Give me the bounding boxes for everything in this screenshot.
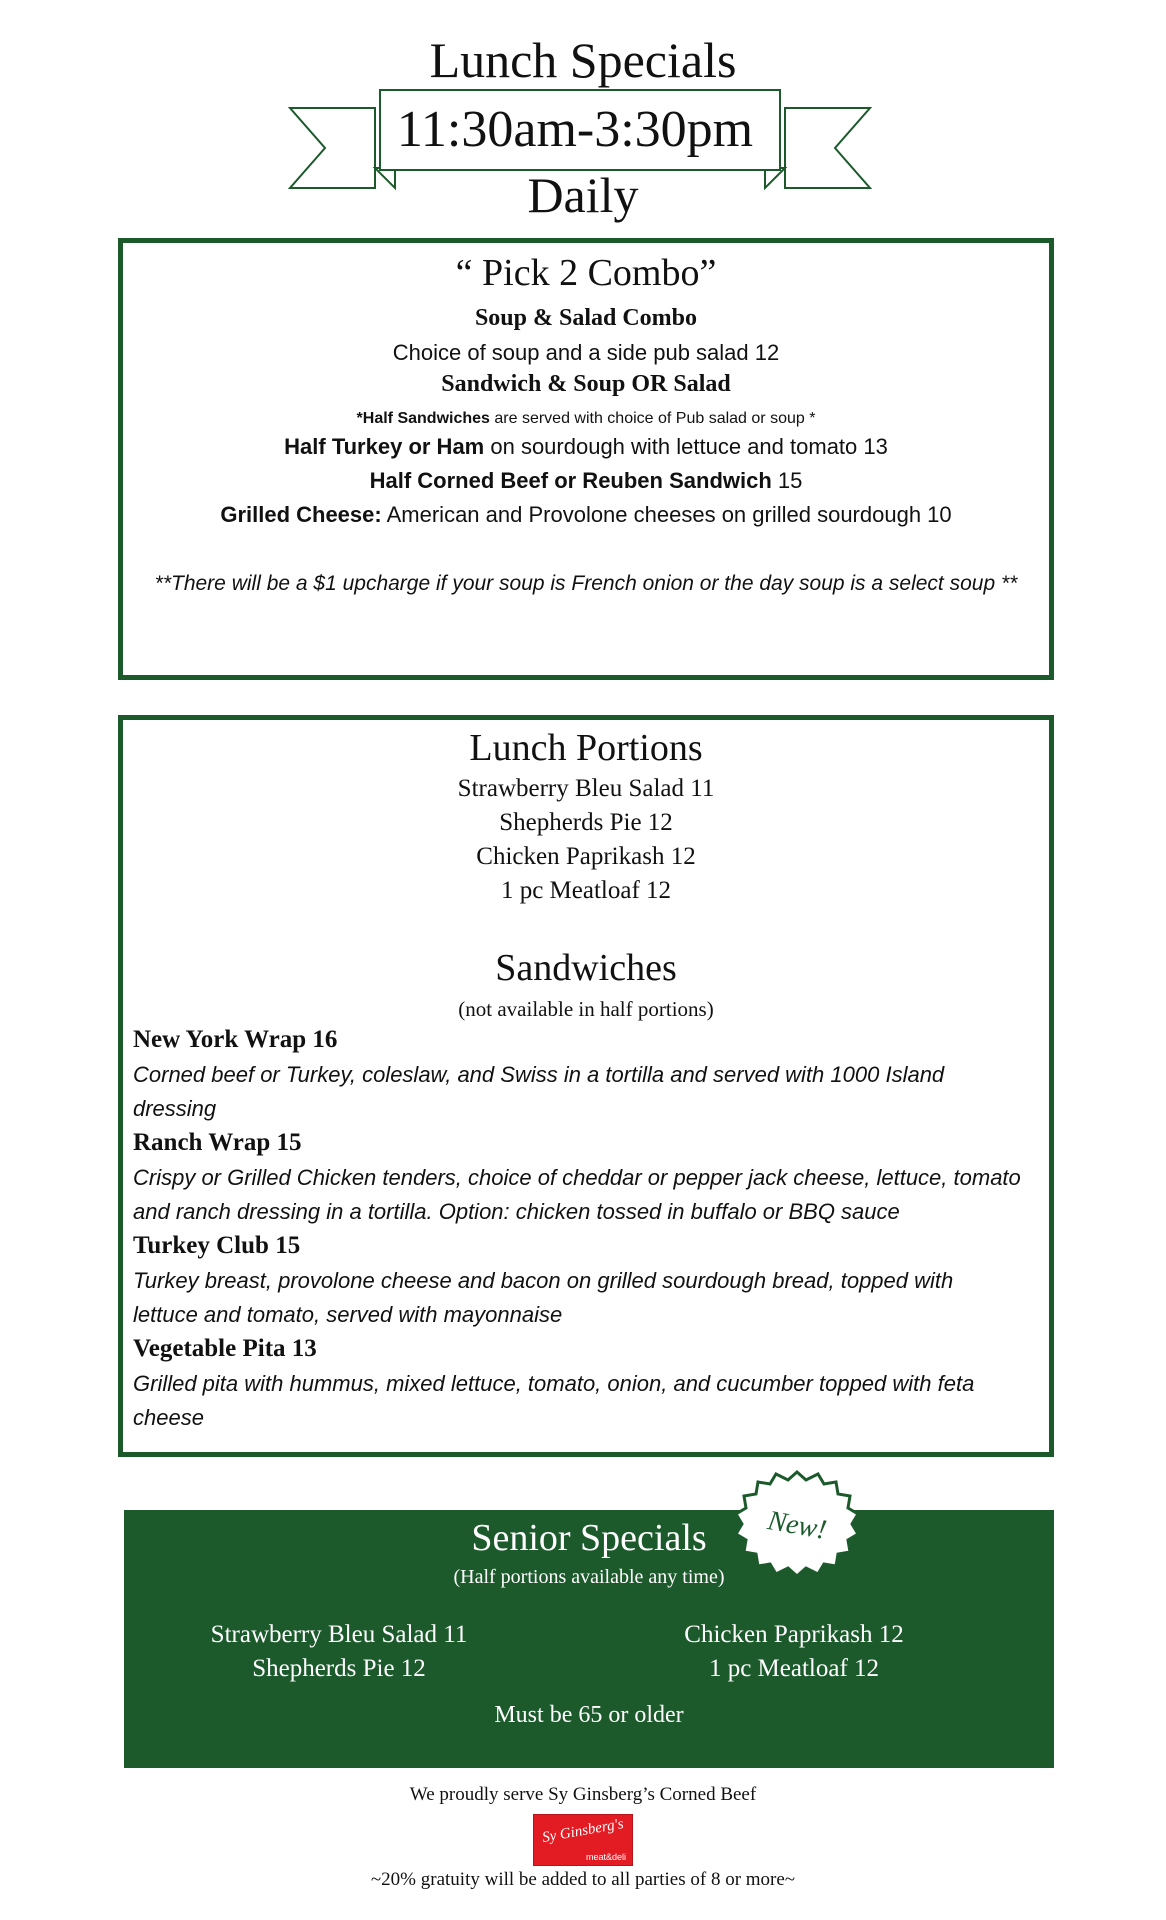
daily-label: Daily	[527, 167, 639, 223]
half-sandwich-note: *Half Sandwiches are served with choice of Pub salad or soup *	[356, 410, 816, 427]
corned-beef-note: We proudly serve Sy Ginsberg’s Corned Beef	[409, 1784, 757, 1805]
sandwich-desc: Grilled pita with hummus, mixed lettuce, tomato, onion, and cucumber topped with feta cheese	[133, 1371, 975, 1430]
combo-item-corned-beef: Half Corned Beef or Reuben Sandwich 15	[369, 468, 803, 493]
age-note: Must be 65 or older	[494, 1702, 684, 1728]
portion-item: Shepherds Pie 12	[499, 809, 673, 836]
senior-left-column	[139, 1618, 539, 1686]
senior-item: Chicken Paprikash 12	[684, 1621, 904, 1648]
pick-2-combo-section	[118, 238, 1054, 680]
sandwiches-subheading: (not available in half portions)	[458, 997, 714, 1021]
sy-ginsberg-logo	[533, 1814, 633, 1866]
senior-item: 1 pc Meatloaf 12	[708, 1655, 880, 1682]
combo-heading: “ Pick 2 Combo”	[455, 252, 717, 294]
combo-item-grilled-cheese: Grilled Cheese: American and Provolone cheeses on grilled sourdough 10	[220, 502, 952, 527]
upcharge-note: **There will be a $1 upcharge if your soup is French onion or the day soup is a select soup **	[154, 572, 1018, 595]
sandwich-name: Turkey Club 15	[133, 1232, 301, 1259]
logo-script: Sy Ginsberg's	[541, 1815, 625, 1847]
sandwich-desc: Corned beef or Turkey, coleslaw, and Swiss in a tortilla and served with 1000 Island dressing	[133, 1062, 945, 1121]
sandwich-desc: Crispy or Grilled Chicken tenders, choice of cheddar or pepper jack cheese, lettuce, tomato and ranch dressing in a tortilla. Option: chicken tossed in buffalo or BBQ sauce	[133, 1165, 1021, 1224]
senior-specials-section	[124, 1510, 1054, 1768]
sandwich-name: New York Wrap 16	[133, 1026, 338, 1053]
senior-specials-heading: Senior Specials	[471, 1517, 707, 1559]
new-badge-text: New!	[765, 1505, 829, 1546]
logo-sub: meat&deli	[585, 1852, 626, 1862]
sandwich-name: Vegetable Pita 13	[133, 1335, 317, 1362]
lunch-portions-heading: Lunch Portions	[469, 727, 703, 769]
hours: 11:30am-3:30pm	[396, 101, 754, 158]
sandwich-desc: Turkey breast, provolone cheese and bacon on grilled sourdough bread, topped with lettuce and tomato, served with mayonnaise	[133, 1268, 954, 1327]
combo-item-turkey-ham: Half Turkey or Ham on sourdough with lettuce and tomato 13	[284, 434, 888, 459]
portion-item: 1 pc Meatloaf 12	[500, 877, 672, 904]
sandwich-name: Ranch Wrap 15	[133, 1129, 302, 1156]
senior-item: Strawberry Bleu Salad 11	[210, 1621, 468, 1648]
soup-salad-heading: Soup & Salad Combo	[474, 305, 698, 331]
soup-salad-desc: Choice of soup and a side pub salad 12	[392, 340, 780, 365]
page-title: Lunch Specials	[429, 32, 737, 88]
new-badge	[732, 1468, 862, 1578]
sandwich-heading: Sandwich & Soup OR Salad	[441, 371, 731, 397]
sandwiches-heading: Sandwiches	[495, 947, 677, 989]
gratuity-note: ~20% gratuity will be added to all parties of 8 or more~	[370, 1869, 796, 1890]
portion-item: Chicken Paprikash 12	[476, 843, 696, 870]
senior-item: Shepherds Pie 12	[252, 1655, 426, 1682]
senior-subheading: (Half portions available any time)	[453, 1566, 725, 1588]
lunch-portions-section	[118, 715, 1054, 1457]
senior-right-column	[594, 1618, 994, 1686]
portion-item: Strawberry Bleu Salad 11	[457, 775, 715, 802]
